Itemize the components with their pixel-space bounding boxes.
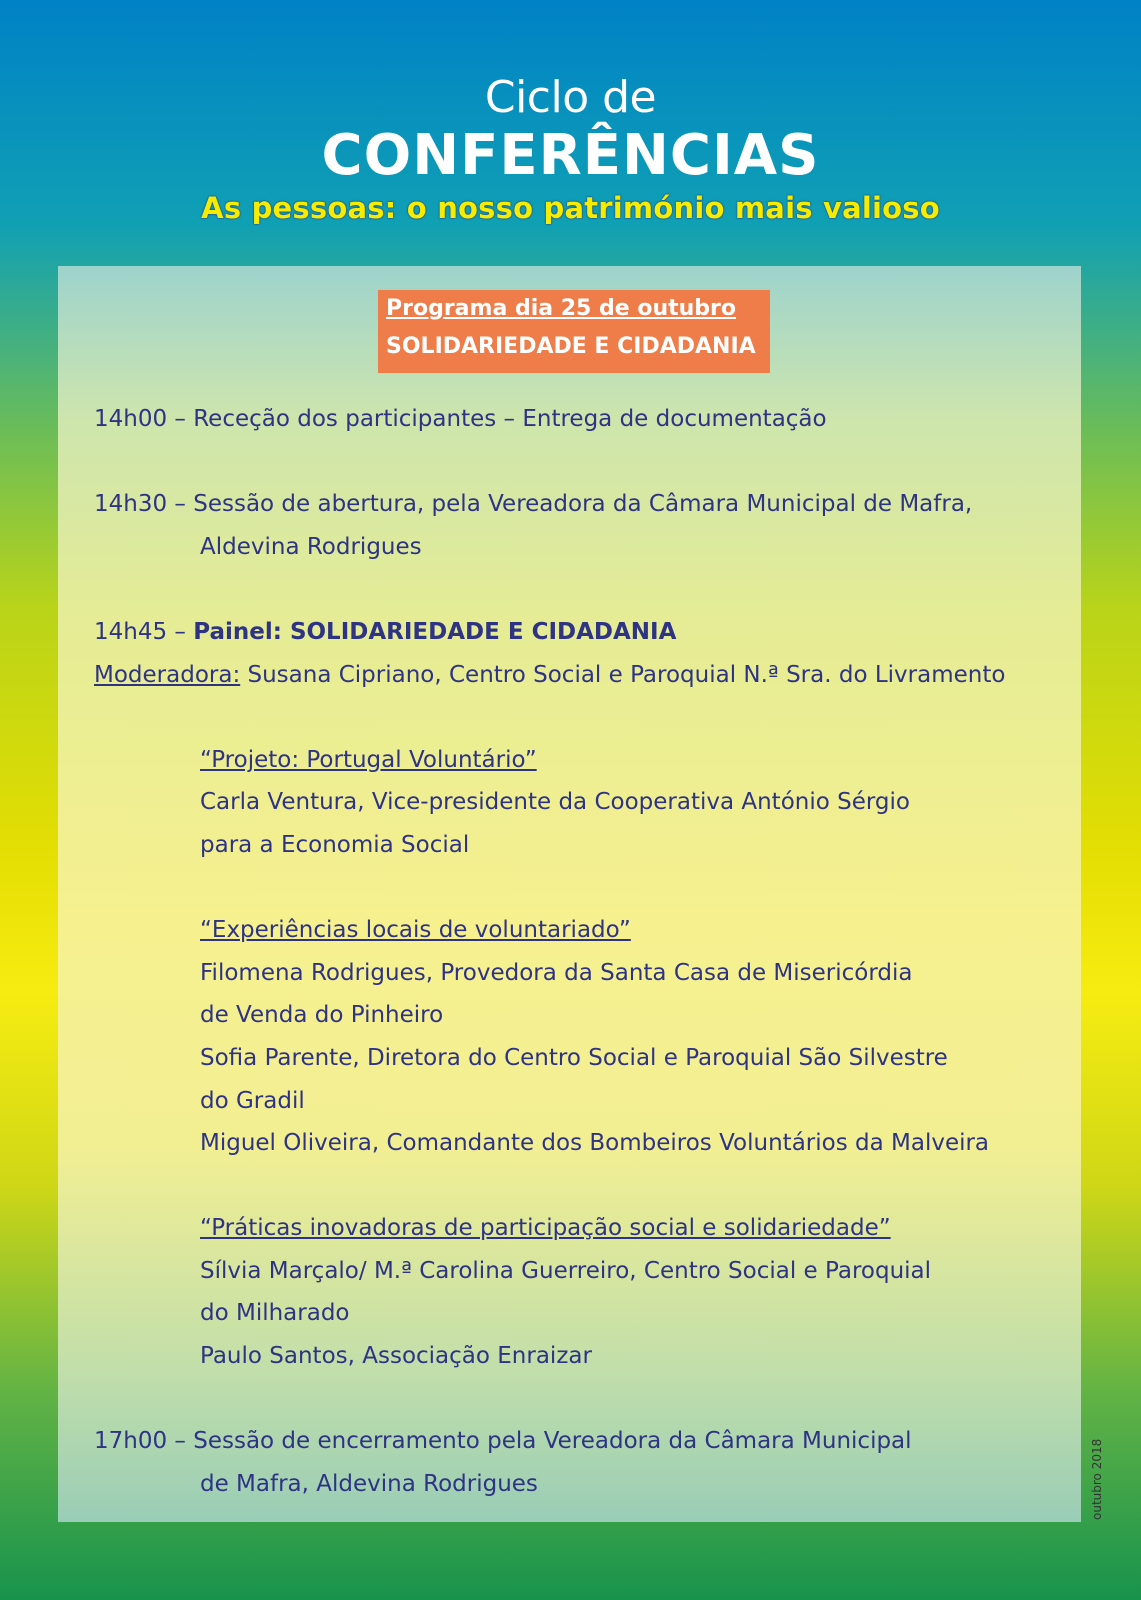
- title-line-2: CONFERÊNCIAS: [321, 123, 820, 188]
- subtitle: As pessoas: o nosso património mais valioso: [201, 191, 940, 225]
- talk-2-title: “Experiências locais de voluntariado”: [200, 917, 631, 944]
- header: [0, 70, 1141, 230]
- talk-2-speaker-3: Miguel Oliveira, Comandante dos Bombeiros Voluntários da Malveira: [200, 1130, 990, 1157]
- schedule-item-1445: [94, 611, 1084, 654]
- moderator-label: Moderadora:: [94, 661, 241, 688]
- schedule: [94, 398, 1084, 1505]
- talk-1-title: “Projeto: Portugal Voluntário”: [200, 746, 537, 773]
- talk-3-title: “Práticas inovadoras de participação social e solidariedade”: [200, 1215, 891, 1242]
- moderator-line: [94, 654, 1084, 697]
- talk-1-speaker: Carla Ventura, Vice-presidente da Cooperativa António Sérgio: [200, 789, 910, 816]
- talk-2-speaker-1: Filomena Rodrigues, Provedora da Santa Casa de Misericórdia: [200, 959, 913, 986]
- schedule-item-1430-cont: Aldevina Rodrigues: [200, 533, 422, 560]
- panel-title: Painel: SOLIDARIEDADE E CIDADANIA: [193, 618, 677, 645]
- time-1445: 14h45 –: [94, 618, 194, 645]
- talk-2-speaker-2-cont: do Gradil: [200, 1087, 305, 1114]
- date-vertical-label: outubro 2018: [1090, 1438, 1104, 1520]
- moderator-text: Susana Cipriano, Centro Social e Paroquial N.ª Sra. do Livramento: [240, 661, 1006, 688]
- schedule-item-1400: 14h00 – Receção dos participantes – Entrega de documentação: [94, 406, 827, 432]
- program-panel: [58, 266, 1081, 1522]
- talk-1-speaker-cont: para a Economia Social: [200, 831, 470, 858]
- talk-3-speaker-2: Paulo Santos, Associação Enraizar: [200, 1343, 592, 1370]
- schedule-item-1700-cont: de Mafra, Aldevina Rodrigues: [200, 1470, 538, 1497]
- title-line-1: Ciclo de: [484, 72, 657, 123]
- program-box: [378, 290, 770, 373]
- program-theme: SOLIDARIEDADE E CIDADANIA: [386, 334, 756, 359]
- talk-3-speaker-1-cont: do Milharado: [200, 1300, 350, 1327]
- talk-2-speaker-1-cont: de Venda do Pinheiro: [200, 1002, 444, 1029]
- talk-3-speaker-1: Sílvia Marçalo/ M.ª Carolina Guerreiro, Centro Social e Paroquial: [200, 1257, 932, 1284]
- schedule-item-1430: 14h30 – Sessão de abertura, pela Vereadora da Câmara Municipal de Mafra,: [94, 491, 973, 518]
- schedule-item-1700: 17h00 – Sessão de encerramento pela Vereadora da Câmara Municipal: [94, 1428, 912, 1455]
- program-date: Programa dia 25 de outubro: [386, 296, 737, 321]
- talk-2-speaker-2: Sofia Parente, Diretora do Centro Social e Paroquial São Silvestre: [200, 1044, 948, 1071]
